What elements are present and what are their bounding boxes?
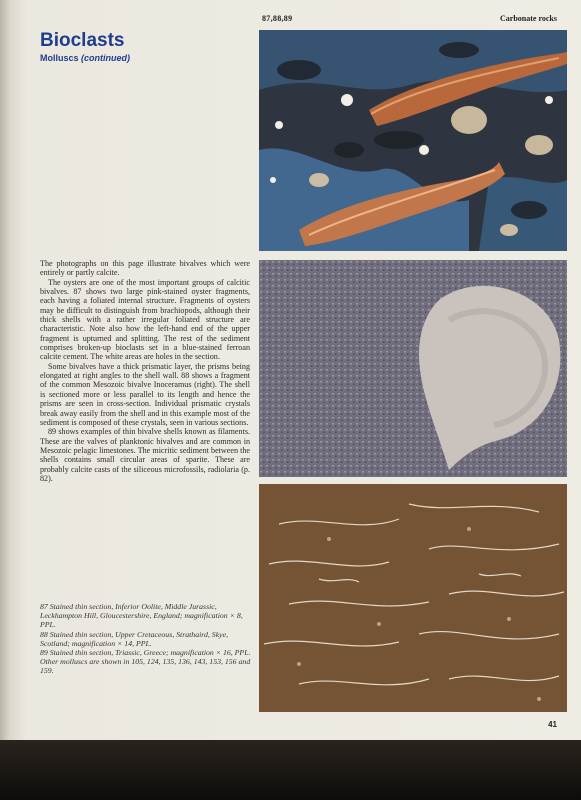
subtitle-main: Molluscs xyxy=(40,53,79,63)
page-title: Bioclasts xyxy=(40,30,125,51)
caption-87: 87 Stained thin section, Inferior Oolite, Middle Jurassic, Leckhampton Hill, Gloucestershire, England; magnification × 8, PPL. xyxy=(40,602,243,630)
caption-89: 89 Stained thin section, Triassic, Greece; magnification × 16, PPL. xyxy=(40,648,251,658)
body-paragraph: 89 shows examples of thin bivalve shells known as filaments. These are the valves of planktonic bivalves and are common in Mesozoic pelagic limestones. The micritic sediment between the shells contains small circular areas of sparite. These are probably calcite casts of the siliceous microfossils, radiolaria (p. 82). xyxy=(40,427,250,483)
header-section-title: Carbonate rocks xyxy=(500,14,557,23)
page-number: 41 xyxy=(548,720,557,729)
micrograph-89 xyxy=(259,484,567,712)
header-figure-numbers: 87,88,89 xyxy=(262,14,293,23)
figure-captions xyxy=(40,602,252,676)
body-paragraph: Some bivalves have a thick prismatic layer, the prisms being elongated at right angles to the shell wall. 88 shows a fragment of the common Mesozoic bivalve Inoceramus (right). The shell is sectioned more or less parallel to its length and hence the prisms are seen in cross-section. Individual prismatic crystals break away easily from the shell and in this example most of the sediment is composed of these crystals, seen in various sections. xyxy=(40,361,250,427)
subtitle-qualifier: (continued) xyxy=(81,53,131,63)
caption-other-molluscs: Other molluscs are shown in 105, 124, 135, 136, 143, 153, 156 and 159. xyxy=(40,657,251,676)
micrograph-88 xyxy=(259,260,567,477)
body-paragraph: The oysters are one of the most important groups of calcitic bivalves. 87 shows two large pink-stained oyster fragments, each having a foliated internal structure. Fragments of oysters may be difficult to distinguish from brachiopods, although their thick shells with a rather irregular foliated structure are characteristic. Note also how the left-hand end of the upper fragment is upturned and splitting. The rest of the sediment comprises broken-up bioclasts set in a blue-stained ferroan calcite cement. The white areas are holes in the section. xyxy=(40,277,250,362)
body-text xyxy=(40,259,250,483)
body-paragraph: The photographs on this page illustrate bivalves which were entirely or partly calcite. xyxy=(40,259,250,278)
page-subtitle xyxy=(40,53,130,63)
micrograph-87 xyxy=(259,30,567,251)
caption-88: 88 Stained thin section, Upper Cretaceous, Strathaird, Skye, Scotland; magnification × 14, PPL. xyxy=(40,629,229,648)
scan-background xyxy=(0,740,581,800)
